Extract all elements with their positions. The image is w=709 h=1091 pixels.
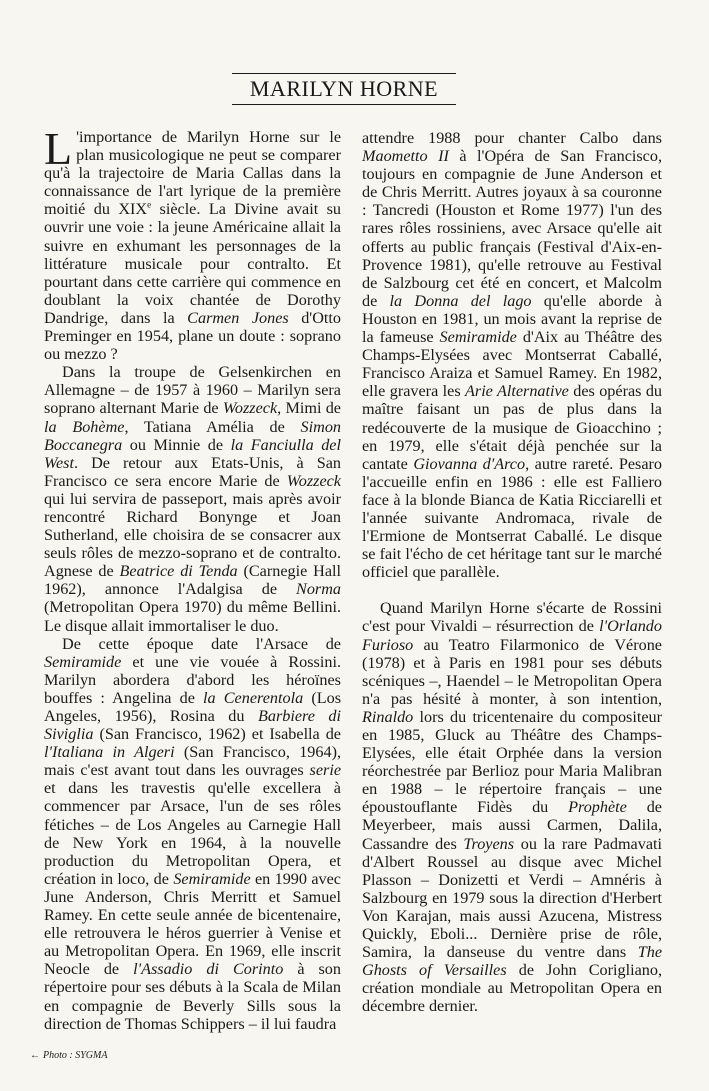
work-title: la Fanciulla del West: [44, 435, 341, 472]
text-run: de Meyerbeer, mais aussi Carmen, Dalila, Cassandre des: [362, 798, 662, 853]
title-box: [232, 73, 456, 105]
work-title: serie: [309, 761, 341, 780]
text-run: siècle. La Divine avait su ouvrir une voie : la jeune Américaine allait la suivre en exhumant les personnages de la littérature musicale pour contralto. Et pourtant dans cette carrière qui commence en doublant la voix chantée de Dorothy Dandrige, dans la: [44, 200, 341, 327]
text-run: et dans les travestis qu'elle excellera à commencer par Arsace, l'un de ses rôles fétiches – de Los Angeles au Carnegie Hall de New York en 1964, à la nouvelle production du Metropolitan Opera, et création in loco, de: [44, 779, 341, 888]
text-run: (Metropolitan Opera 1970) du même Bellini. Le disque allait immortaliser le duo.: [44, 598, 341, 635]
text-run: , Mimi de: [277, 399, 341, 418]
text-run: ou la rare Padmavati d'Albert Roussel au disque avec Michel Plasson – Donizetti et Verdi – Amnéris à Salzbourg en 1979 sous la direction d'Herbert Von Karajan, mais aussi Azucena, Mistress Quickly, Eboli... Dernière prise de rôle, Samira, la danseuse du ventre dans: [362, 834, 663, 962]
text-run: en 1990 avec June Anderson, Chris Merritt et Samuel Ramey. En cette seule année de bicentenaire, elle retrouvera le héros guerrier à Venise et au Metropolitan Opera. En 1969, elle inscrit Neocle de: [44, 869, 341, 979]
work-title: Wozzeck: [286, 471, 341, 490]
work-title: l'Assadio di Corinto: [133, 960, 284, 979]
work-title: Simon Boccanegra: [44, 417, 341, 454]
text-run: Dans la troupe de Gelsenkirchen en Allemagne – de 1957 à 1960 – Marilyn sera soprano alternant Marie de: [44, 363, 341, 418]
left-column: [44, 123, 342, 1033]
work-title: Semiramide: [44, 652, 122, 671]
photo-credit-text: Photo : SYGMA: [43, 1050, 108, 1061]
photo-credit: [30, 1050, 107, 1061]
work-title: la Cenerentola: [203, 688, 304, 707]
work-title: l'Orlando Furioso: [362, 617, 662, 654]
work-title: Carmen Jones: [187, 308, 289, 327]
work-title: la Donna del lago: [389, 291, 532, 310]
superscript: e: [147, 199, 152, 210]
text-run: lors du tricentenaire du compositeur en 1985, Gluck au Théâtre des Champs-Elysées, elle était Orphée dans la version réorchestrée par Berlioz pour Maria Malibran en 1988 – le répertoire français – une époustouflante Fidès du: [362, 707, 662, 817]
work-title: Giovanna d'Arco: [413, 454, 526, 473]
text-run: (San Francisco, 1962) et Isabella de: [93, 725, 341, 744]
text-run: d'Aix au Théâtre des Champs-Elysées avec Montserrat Caballé, Francisco Araiza et Samuel Ramey. En 1982, elle gravera les: [362, 328, 662, 401]
paragraph-repertoire: [362, 599, 662, 1015]
text-run: , autre rareté. Pesaro l'accueille enfin en 1986 : elle est Falliero face à la blonde Bianca de Katia Ricciarelli et l'année suivante Andromaca, rivale de l'Ermione de Montserrat Caballé. Le disque se fait l'écho de cet héritage tant sur le marché officiel que parallèle.: [362, 454, 663, 582]
work-title: The Ghosts of Versailles: [362, 943, 662, 980]
text-run: à l'Opéra de San Francisco, toujours en compagnie de June Anderson et de Chris Merritt. Autres joyaux à sa couronne : Tancredi (Houston et Rome 1977) l'un des rares rôles rossiniens, avec Arsace qu'elle ait offerts au public français (Festival d'Aix-en-Provence 1981), qu'elle retrouve au Festival de Salzbourg cet été en concert, et Malcolm de: [362, 147, 662, 310]
work-title: Prophète: [568, 798, 627, 817]
text-run: Quand Marilyn Horne s'écarte de Rossini c'est pour Vivaldi – résurrection de: [362, 599, 662, 636]
text-run: (San Francisco, 1964), mais c'est avant tout dans les ouvrages: [44, 743, 342, 780]
text-run: et une vie vouée à Rossini. Marilyn abordera d'abord les héroïnes bouffes : Angelina de: [44, 652, 341, 707]
text-run: 'importance de Marilyn Horne sur le plan musicologique ne peut se comparer qu'à la trajectoire de Maria Callas dans la connaissance de l'art lyrique de la première moitié du XIX: [44, 128, 341, 219]
work-title: Rinaldo: [362, 707, 414, 726]
text-run: qui lui servira de passeport, mais après avoir rencontré Richard Bonynge et Joan Sutherland, elle choisira de se consacrer aux seuls rôles de mezzo-soprano et de contralto. Agnese de: [44, 489, 341, 581]
left-arrow-icon: ←: [30, 1050, 40, 1061]
work-title: Arie Alternative: [465, 382, 569, 401]
work-title: l'Italiana in Algeri: [44, 743, 175, 762]
work-title: Semiramide: [439, 328, 517, 347]
text-run: des opéras du maître faisant un pas de plus dans la redécouverte de la musique de Gioacchino ; en 1979, elle s'était déjà penchée sur la cantate: [362, 382, 663, 473]
work-title: Semiramide: [173, 869, 251, 888]
work-title: Maometto II: [362, 147, 449, 166]
work-title: Beatrice di Tenda: [119, 562, 238, 581]
work-title: Wozzeck: [222, 399, 278, 418]
text-run: attendre 1988 pour chanter Calbo dans: [362, 129, 662, 147]
work-title: Barbiere di Siviglia: [44, 707, 341, 744]
text-run: , Tatiana Amélia de: [124, 417, 301, 436]
paragraph-rossini: [44, 635, 341, 1033]
text-run: (Los Angeles, 1956), Rosina du: [44, 688, 341, 725]
paragraph-intro: [44, 123, 342, 364]
work-title: Norma: [296, 580, 341, 599]
text-run: à son répertoire pour ses débuts à la Scala de Milan en compagnie de Beverly Sills sous la direction de Thomas Schippers – il lui faudra: [44, 960, 341, 1033]
text-run: (Carnegie Hall 1962), annonce l'Adalgisa de: [44, 562, 342, 599]
text-run: . De retour aux Etats-Unis, à San Francisco ce sera encore Marie de: [44, 453, 341, 490]
article-title: MARILYN HORNE: [249, 76, 439, 101]
text-run: au Teatro Filarmonico de Vérone (1978) et à Paris en 1981 pour ses débuts scéniques –, Haendel – le Metropolitan Opera n'a pas hésité à monter, à son intention,: [362, 635, 662, 708]
paragraph-gelsenkirchen: [44, 363, 341, 634]
text-run: de John Corigliano, création mondiale au Metropolitan Opera en décembre dernier.: [362, 961, 662, 1016]
text-run: De cette époque date l'Arsace de: [62, 634, 341, 653]
drop-cap: L: [44, 123, 73, 174]
right-column: [362, 129, 662, 1016]
work-title: Troyens: [463, 834, 515, 853]
text-run: ou Minnie de: [122, 435, 231, 454]
paragraph-continuation: [362, 129, 662, 581]
work-title: la Bohème: [44, 417, 125, 436]
text-run: d'Otto Preminger en 1954, plane un doute : soprano ou mezzo ?: [44, 308, 342, 364]
text-run: qu'elle aborde à Houston en 1981, un mois avant la reprise de la fameuse: [362, 291, 662, 347]
